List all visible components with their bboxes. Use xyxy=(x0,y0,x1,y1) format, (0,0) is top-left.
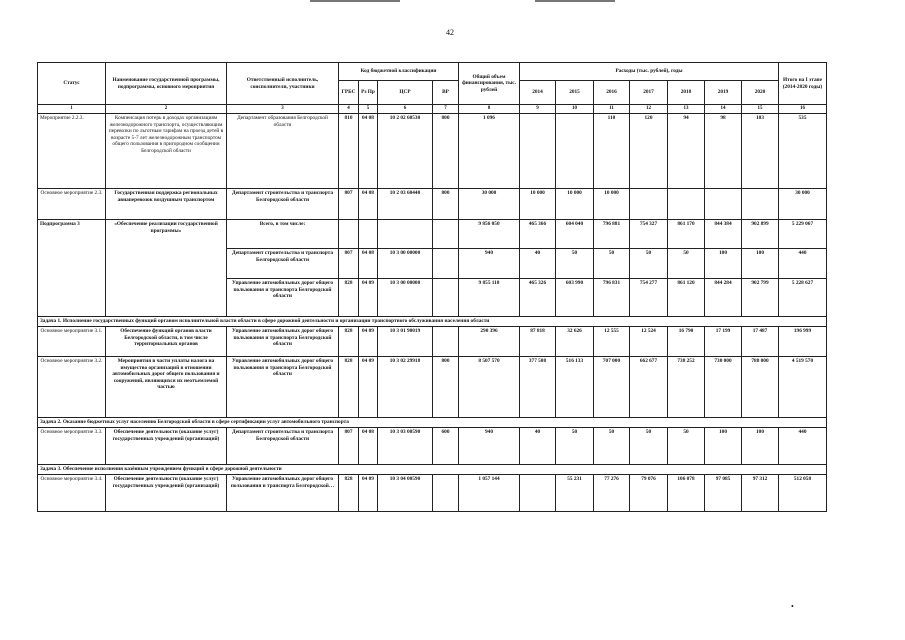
row-year-2019: 97 085 xyxy=(705,475,742,512)
row-grbs: 828 xyxy=(339,475,359,512)
row-year-2016: 707 000 xyxy=(594,357,630,418)
row-executor: Всего, в том числе: xyxy=(227,220,339,249)
row-grbs: 807 xyxy=(339,249,359,279)
row-grbs xyxy=(339,220,359,249)
row-rzpr: 04 08 xyxy=(359,114,378,189)
row-year-2018: 50 xyxy=(668,249,705,279)
table-row xyxy=(38,327,827,357)
row-status: Основное мероприятие 3.3. xyxy=(38,428,106,465)
row-year-2014: 40 xyxy=(520,428,556,465)
row-executor: Управление автомобильных дорог общего пользования и транспорта Белгородской области xyxy=(227,279,339,317)
table-row xyxy=(38,428,827,465)
row-status: Основное мероприятие 2.3. xyxy=(38,189,106,220)
row-year-2016: 110 xyxy=(594,114,630,189)
row-year-2014: 87 818 xyxy=(520,327,556,357)
col-executor-header: Ответственный исполнитель, соисполнители, участники xyxy=(227,63,339,105)
row-vr: 800 xyxy=(433,114,459,189)
row-year-2019: 17 199 xyxy=(705,327,742,357)
row-executor: Департамент образования Белгородской области xyxy=(227,114,339,189)
col-total-header: Общий объем финансирования, тыс. рублей xyxy=(459,63,520,105)
row-name: Мероприятия в части уплаты налога на имущество организаций в отношении автомобильных дорог общего пользования и сооружений, являющихся их неотъемлемой частью xyxy=(106,357,227,418)
task-row xyxy=(38,418,827,428)
row-name: «Обеспечение реализации государственной программы» xyxy=(106,220,227,317)
row-vr: 800 xyxy=(433,357,459,418)
task-row xyxy=(38,317,827,327)
col-rzpr-header: Рз Пр xyxy=(359,81,378,105)
row-status: Основное мероприятие 3.1. xyxy=(38,327,106,357)
col-year-2018-header: 2018 xyxy=(668,81,705,105)
column-index: 10 xyxy=(556,105,594,114)
row-stage-total: 4 519 570 xyxy=(779,357,827,418)
row-csr: 10 3 00 00000 xyxy=(378,279,433,317)
column-index: 15 xyxy=(742,105,779,114)
col-year-2020-header: 2020 xyxy=(742,81,779,105)
expenses-header: Расходы (тыс. рублей), годы xyxy=(520,63,779,81)
row-year-2020: 100 xyxy=(742,249,779,279)
col-year-2017-header: 2017 xyxy=(630,81,668,105)
row-year-2018: 106 078 xyxy=(668,475,705,512)
row-year-2019: 100 xyxy=(705,249,742,279)
column-index: 14 xyxy=(705,105,742,114)
row-year-2020: 902 799 xyxy=(742,279,779,317)
row-grbs: 828 xyxy=(339,357,359,418)
row-year-2019: 98 xyxy=(705,114,742,189)
row-stage-total: 512 058 xyxy=(779,475,827,512)
budget-code-header: Код бюджетной классификации xyxy=(339,63,459,81)
row-year-2018: 861 170 xyxy=(668,220,705,249)
row-rzpr: 04 09 xyxy=(359,357,378,418)
col-name-header: Наименование государственной программы, подпрограммы, основного мероприятия xyxy=(106,63,227,105)
row-name: Компенсация потерь в доходах организациям железнодорожного транспорта, осуществляющим перевозки по льготным тарифам на проезд детей в возрасте 5-7 лет железнодорожным транспортом общего пользования в пригородном сообщении Белгородской области xyxy=(106,114,227,189)
row-year-2017: 79 076 xyxy=(630,475,668,512)
row-year-2014: 377 508 xyxy=(520,357,556,418)
row-year-2020: 902 899 xyxy=(742,220,779,249)
row-grbs: 807 xyxy=(339,428,359,465)
task-title: Задача 3. Обеспечение исполнения казённым учреждением функций в сфере дорожной деятельности xyxy=(38,465,827,475)
row-rzpr xyxy=(359,220,378,249)
row-year-2018: 50 xyxy=(668,428,705,465)
row-name: Обеспечение деятельности (оказание услуг) государственных учреждений (организаций) xyxy=(106,428,227,465)
row-year-2018: 861 120 xyxy=(668,279,705,317)
row-year-2020: 788 000 xyxy=(742,357,779,418)
column-index: 11 xyxy=(594,105,630,114)
task-row xyxy=(38,465,827,475)
row-executor: Департамент строительства и транспорта Белгородской области xyxy=(227,189,339,220)
row-total: 1 096 xyxy=(459,114,520,189)
column-index: 2 xyxy=(106,105,227,114)
row-total: 9 855 110 xyxy=(459,279,520,317)
row-year-2014: 40 xyxy=(520,249,556,279)
column-index: 7 xyxy=(433,105,459,114)
row-year-2017: 50 xyxy=(630,428,668,465)
col-status-header: Статус xyxy=(38,63,106,105)
row-year-2020: 103 xyxy=(742,114,779,189)
column-index: 5 xyxy=(359,105,378,114)
row-executor: Департамент строительства и транспорта Белгородской области xyxy=(227,428,339,465)
row-stage-total: 30 000 xyxy=(779,189,827,220)
row-executor: Управление автомобильных дорог общего пользования и транспорта Белгородской области xyxy=(227,357,339,418)
row-stage-total: 440 xyxy=(779,428,827,465)
top-edge-right xyxy=(535,0,615,2)
row-year-2014: 465 366 xyxy=(520,220,556,249)
row-vr xyxy=(433,475,459,512)
row-year-2015: 604 040 xyxy=(556,220,594,249)
table-row xyxy=(38,357,827,418)
row-status: Основное мероприятие 3.4. xyxy=(38,475,106,512)
column-index: 12 xyxy=(630,105,668,114)
row-year-2020: 100 xyxy=(742,428,779,465)
column-index: 9 xyxy=(520,105,556,114)
row-stage-total: 535 xyxy=(779,114,827,189)
row-rzpr: 04 09 xyxy=(359,279,378,317)
row-vr xyxy=(433,327,459,357)
col-vr-header: ВР xyxy=(433,81,459,105)
table-row xyxy=(38,114,827,189)
row-year-2019: 844 384 xyxy=(705,220,742,249)
row-year-2017: 12 524 xyxy=(630,327,668,357)
row-rzpr: 04 09 xyxy=(359,327,378,357)
row-total: 290 396 xyxy=(459,327,520,357)
table-row xyxy=(38,189,827,220)
column-index: 13 xyxy=(668,105,705,114)
column-index-row xyxy=(38,105,827,114)
row-csr: 10 3 01 90019 xyxy=(378,327,433,357)
row-executor: Управление автомобильных дорог общего пользования и транспорта Белгородской… xyxy=(227,475,339,512)
col-stage-total-header: Итого на I этапе (2014-2020 годы) xyxy=(779,63,827,105)
top-edge-left xyxy=(310,0,400,2)
row-year-2016: 50 xyxy=(594,249,630,279)
row-year-2017: 50 xyxy=(630,249,668,279)
row-rzpr: 04 09 xyxy=(359,475,378,512)
column-index: 8 xyxy=(459,105,520,114)
row-rzpr: 04 08 xyxy=(359,428,378,465)
row-name: Обеспечение функций органов власти Белгородской области, в том числе территориальных органов xyxy=(106,327,227,357)
row-name: Государственная поддержка региональных авиаперевозок воздушным транспортом xyxy=(106,189,227,220)
row-grbs: 828 xyxy=(339,279,359,317)
row-status: Подпрограмма 3 xyxy=(38,220,106,317)
col-csr-header: ЦСР xyxy=(378,81,433,105)
row-year-2015: 50 xyxy=(556,428,594,465)
row-stage-total: 5 229 067 xyxy=(779,220,827,249)
row-vr xyxy=(433,249,459,279)
program-financing-table xyxy=(37,62,827,512)
row-grbs: 810 xyxy=(339,114,359,189)
row-year-2014 xyxy=(520,475,556,512)
row-grbs: 807 xyxy=(339,189,359,220)
row-year-2014 xyxy=(520,114,556,189)
table-row xyxy=(38,220,827,249)
row-executor: Департамент строительства и транспорта Белгородской области xyxy=(227,249,339,279)
row-year-2017: 662 677 xyxy=(630,357,668,418)
row-total: 9 856 050 xyxy=(459,220,520,249)
row-executor: Управление автомобильных дорог общего пользования и транспорта Белгородской области xyxy=(227,327,339,357)
row-year-2017 xyxy=(630,189,668,220)
row-year-2018: 738 252 xyxy=(668,357,705,418)
col-year-2016-header: 2016 xyxy=(594,81,630,105)
row-year-2015: 32 626 xyxy=(556,327,594,357)
row-year-2015: 10 000 xyxy=(556,189,594,220)
row-total: 30 000 xyxy=(459,189,520,220)
row-year-2015: 603 990 xyxy=(556,279,594,317)
row-year-2018: 16 790 xyxy=(668,327,705,357)
row-vr xyxy=(433,279,459,317)
column-index: 1 xyxy=(38,105,106,114)
row-csr: 10 2 02 60530 xyxy=(378,114,433,189)
row-csr: 10 3 02 29918 xyxy=(378,357,433,418)
row-year-2017: 754 277 xyxy=(630,279,668,317)
column-index: 4 xyxy=(339,105,359,114)
row-year-2019: 730 000 xyxy=(705,357,742,418)
row-status: Мероприятие 2.2.3. xyxy=(38,114,106,189)
row-name: Обеспечение деятельности (оказание услуг) государственных учреждений (организаций) xyxy=(106,475,227,512)
row-csr xyxy=(378,220,433,249)
row-year-2016: 796 831 xyxy=(594,279,630,317)
column-index: 16 xyxy=(779,105,827,114)
row-csr: 10 3 04 00590 xyxy=(378,475,433,512)
row-year-2015: 55 231 xyxy=(556,475,594,512)
row-year-2016: 12 555 xyxy=(594,327,630,357)
row-csr: 10 2 03 60440 xyxy=(378,189,433,220)
column-index: 3 xyxy=(227,105,339,114)
row-stage-total: 196 999 xyxy=(779,327,827,357)
row-rzpr: 04 08 xyxy=(359,249,378,279)
row-year-2018 xyxy=(668,189,705,220)
row-year-2020: 17 487 xyxy=(742,327,779,357)
row-year-2017: 120 xyxy=(630,114,668,189)
col-year-2015-header: 2015 xyxy=(556,81,594,105)
row-year-2016: 796 881 xyxy=(594,220,630,249)
task-title: Задача 2. Оказание бюджетных услуг населению Белгородской области в сфере сертификации услуг автомобильного транспорта xyxy=(38,418,827,428)
row-rzpr: 04 08 xyxy=(359,189,378,220)
row-year-2020 xyxy=(742,189,779,220)
row-year-2016: 50 xyxy=(594,428,630,465)
row-status: Основное мероприятие 3.2. xyxy=(38,357,106,418)
row-year-2017: 754 327 xyxy=(630,220,668,249)
row-stage-total: 440 xyxy=(779,249,827,279)
page-number: 42 xyxy=(446,28,454,37)
row-year-2020: 97 312 xyxy=(742,475,779,512)
row-year-2016: 77 276 xyxy=(594,475,630,512)
col-year-2014-header: 2014 xyxy=(520,81,556,105)
row-year-2015: 50 xyxy=(556,249,594,279)
row-vr xyxy=(433,220,459,249)
scan-mark: • xyxy=(791,602,794,611)
row-year-2014: 465 326 xyxy=(520,279,556,317)
row-year-2015: 516 133 xyxy=(556,357,594,418)
row-year-2019: 100 xyxy=(705,428,742,465)
row-vr: 800 xyxy=(433,189,459,220)
column-index: 6 xyxy=(378,105,433,114)
row-grbs: 828 xyxy=(339,327,359,357)
table-row xyxy=(38,475,827,512)
col-grbs-header: ГРБС xyxy=(339,81,359,105)
row-total: 1 057 144 xyxy=(459,475,520,512)
row-year-2015 xyxy=(556,114,594,189)
task-title: Задача 1. Исполнение государственных функций органом исполнительной власти области в сфере дорожной деятельности и организации транспортного обслуживания населения области xyxy=(38,317,827,327)
row-vr: 600 xyxy=(433,428,459,465)
row-csr: 10 3 03 00590 xyxy=(378,428,433,465)
row-total: 8 507 570 xyxy=(459,357,520,418)
row-total: 940 xyxy=(459,249,520,279)
row-year-2019 xyxy=(705,189,742,220)
row-year-2018: 94 xyxy=(668,114,705,189)
row-year-2016: 10 000 xyxy=(594,189,630,220)
col-year-2019-header: 2019 xyxy=(705,81,742,105)
row-csr: 10 3 00 00000 xyxy=(378,249,433,279)
row-total: 940 xyxy=(459,428,520,465)
row-year-2014: 10 000 xyxy=(520,189,556,220)
row-year-2019: 844 284 xyxy=(705,279,742,317)
row-stage-total: 5 228 627 xyxy=(779,279,827,317)
